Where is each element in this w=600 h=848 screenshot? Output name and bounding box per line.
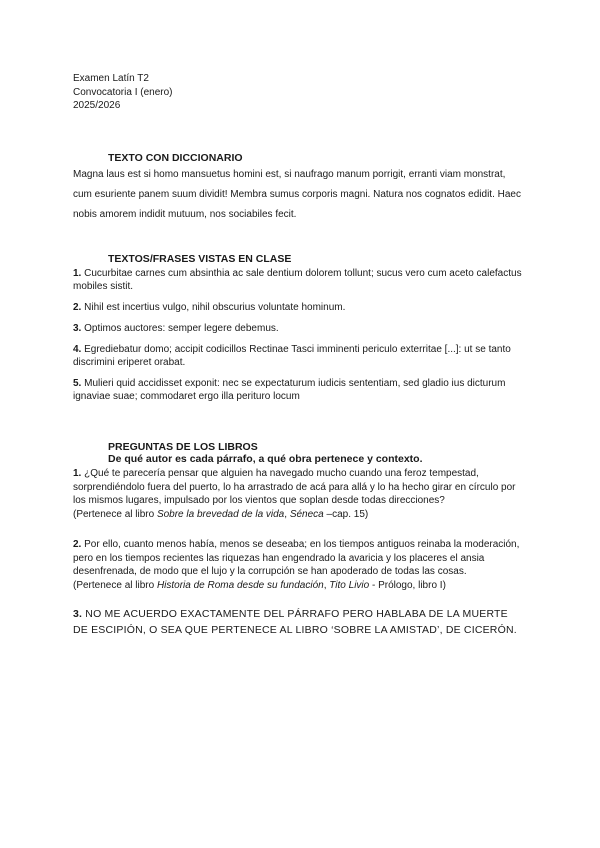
reference-separator: , <box>323 579 330 591</box>
item-text: Mulieri quid accidisset exponit: nec se expectaturum iudicis sententiam, sed gladio ius dicturum ignaviae suae; commodaret ergo illa perituro locum <box>73 378 506 402</box>
item-number: 5. <box>73 378 82 389</box>
question-text: NO ME ACUERDO EXACTAMENTE DEL PÁRRAFO PERO HABLABA DE LA MUERTE DE ESCIPIÓN, O SEA QUE PERTENECE AL LIBRO ‘SOBRE LA AMISTAD’, DE CICERÓN. <box>73 608 517 636</box>
reference-prefix: (Pertenece al libro <box>73 508 157 520</box>
question-text: Por ello, cuanto menos había, menos se deseaba; en los tiempos antiguos reinaba la moderación, pero en los tiempos recientes las riquezas han engendrado la avaricia y los placeres el ansia desenfrenada, de modo que el lujo y la corrupción se han apoderado de todas las cosas. <box>73 539 520 577</box>
reference-author: Séneca <box>289 508 324 520</box>
list-item <box>73 343 525 369</box>
question-1 <box>73 467 525 508</box>
question-2-reference <box>73 579 525 593</box>
reference-separator: , <box>284 508 290 520</box>
item-number: 2. <box>73 302 82 313</box>
reference-suffix: - Prólogo, libro I) <box>369 579 446 591</box>
list-item <box>73 267 525 293</box>
question-1-reference <box>73 508 525 522</box>
exam-header <box>73 72 173 113</box>
question-text: ¿Qué te parecería pensar que alguien ha navegado mucho cuando una feroz tempestad, sorprendiéndolo fuera del puerto, lo ha arrastrado de acá para allá y lo ha hecho girar en círculo por los mismos lugares, impulsado por los vientos que soplan desde todas direcciones? <box>73 468 516 506</box>
question-number: 3. <box>73 608 83 620</box>
question-number: 2. <box>73 539 82 550</box>
section-subtitle: De qué autor es cada párrafo, a qué obra pertenece y contexto. <box>108 453 423 465</box>
header-line-1: Examen Latín T2 <box>73 73 149 84</box>
section-dictionary-text <box>73 152 525 225</box>
section-title: TEXTO CON DICCIONARIO <box>108 152 243 164</box>
list-item <box>73 377 525 403</box>
section-book-questions <box>73 441 525 638</box>
section-title: PREGUNTAS DE LOS LIBROS <box>108 441 258 453</box>
reference-book: Sobre la brevedad de la vida <box>156 508 285 520</box>
item-text: Cucurbitae carnes cum absinthia ac sale dentium dolorem tollunt; sucus vero cum aceto calefactus mobiles sistit. <box>73 268 522 292</box>
reference-prefix: (Pertenece al libro <box>73 579 157 591</box>
reference-book: Historia de Roma desde su fundación <box>156 579 324 591</box>
item-number: 4. <box>73 344 82 355</box>
list-item <box>73 301 525 314</box>
item-text: Optimos auctores: semper legere debemus. <box>81 323 279 334</box>
reference-author: Tito Livio <box>329 579 370 591</box>
question-3 <box>73 606 525 638</box>
item-text: Egrediebatur domo; accipit codicillos Rectinae Tasci imminenti periculo exterritae [...]: ut se tanto discrimini eriperet orabat. <box>73 344 511 368</box>
reference-suffix: –cap. 15) <box>323 508 369 520</box>
list-item <box>73 322 525 335</box>
header-line-3: 2025/2026 <box>73 100 121 111</box>
item-text: Nihil est incertius vulgo, nihil obscurius voluntate hominum. <box>81 302 346 313</box>
header-line-2: Convocatoria I (enero) <box>73 86 173 98</box>
latin-passage: Magna laus est si homo mansuetus homini est, si naufrago manum porrigit, erranti viam monstrat, cum esuriente panem suum dividit! Membra sumus corporis magni. Natura nos cognatos edidit. Haec nobis amorem indidit mutuum, nos sociabiles fecit. <box>73 169 521 220</box>
item-number: 3. <box>73 323 82 334</box>
item-number: 1. <box>73 268 82 279</box>
question-number: 1. <box>73 468 82 479</box>
question-2 <box>73 538 525 579</box>
section-class-texts <box>73 253 525 411</box>
section-title: TEXTOS/FRASES VISTAS EN CLASE <box>108 253 292 265</box>
